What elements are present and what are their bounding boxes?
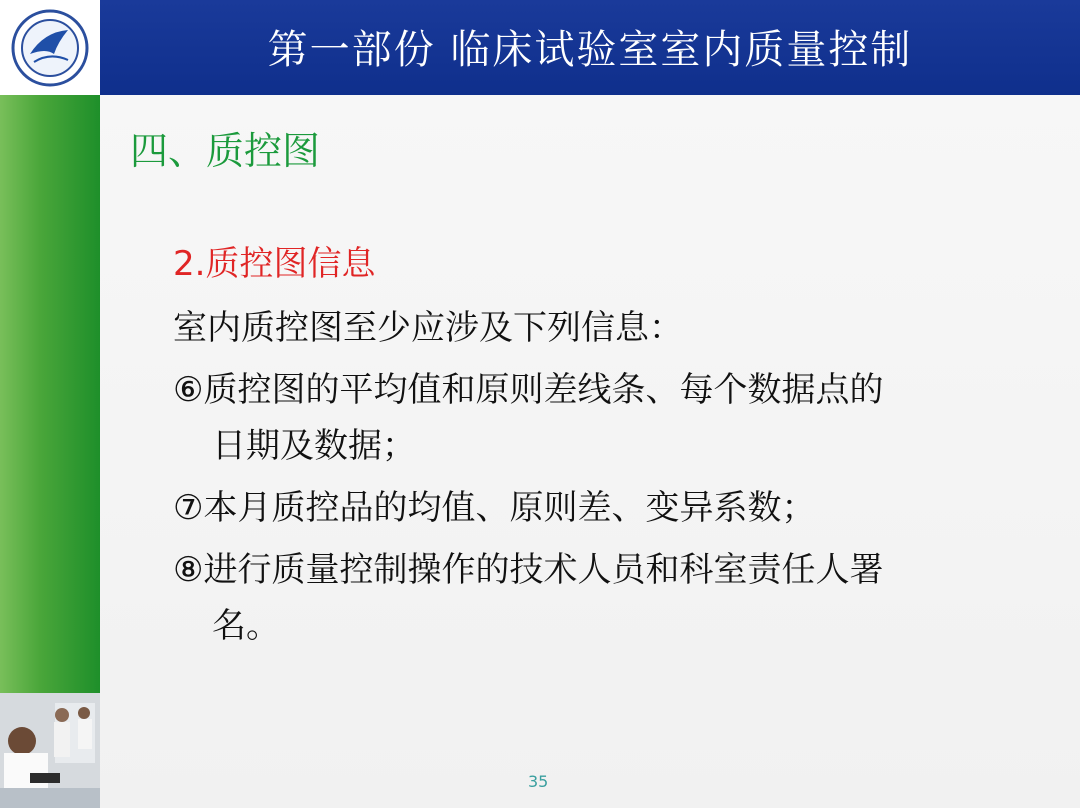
item-marker: ⑥ bbox=[173, 370, 204, 410]
list-item bbox=[173, 542, 883, 591]
item-marker: ⑧ bbox=[173, 550, 204, 590]
list-item bbox=[173, 362, 883, 411]
header-bar bbox=[100, 0, 1080, 95]
institution-logo-icon bbox=[10, 8, 90, 88]
slide-header-title: 第一部份 临床试验室室内质量控制 bbox=[267, 27, 913, 73]
list-item bbox=[173, 480, 815, 529]
left-decorative-strip bbox=[0, 95, 100, 693]
item-text-line1: 质控图的平均值和原则差线条、每个数据点的 bbox=[203, 370, 884, 410]
intro-text: 室内质控图至少应涉及下列信息： bbox=[173, 308, 683, 348]
sub-heading: 2.质控图信息 bbox=[173, 244, 376, 284]
item-text-line1: 进行质量控制操作的技术人员和科室责任人署 bbox=[203, 550, 884, 590]
item-text-line1: 本月质控品的均值、原则差、变异系数； bbox=[203, 488, 816, 528]
item-text-line2: 名。 bbox=[212, 606, 280, 646]
section-title: 四、质控图 bbox=[130, 129, 321, 173]
logo bbox=[0, 0, 100, 95]
item-text-line2: 日期及数据； bbox=[212, 426, 416, 466]
lab-photo bbox=[0, 693, 100, 808]
item-marker: ⑦ bbox=[173, 488, 204, 528]
page-number: 35 bbox=[528, 772, 549, 791]
